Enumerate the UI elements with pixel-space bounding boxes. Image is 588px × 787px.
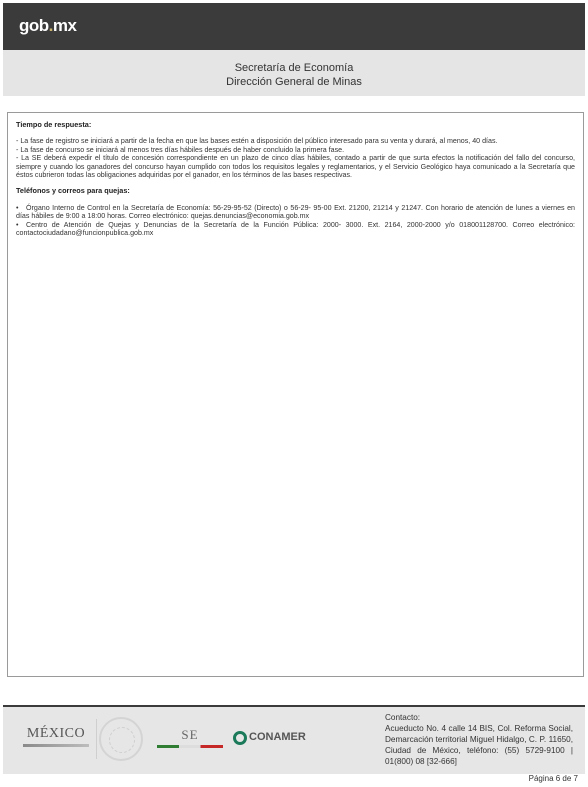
logo-tld-text: mx bbox=[52, 16, 77, 35]
response-item-1: - La fase de registro se iniciará a partir de la fecha en que las bases estén a disposición del público interesado para su venta y durará, al menos, 40 días. bbox=[16, 137, 498, 146]
se-logo bbox=[157, 727, 223, 753]
response-item-2: - La fase de concurso se iniciará al menos tres días hábiles después de haber concluido la primera fase. bbox=[16, 145, 345, 154]
header-banner bbox=[3, 50, 585, 96]
mexico-logo-underline bbox=[23, 744, 89, 747]
contact-text: Acueducto No. 4 calle 14 BIS, Col. Reforma Social, Demarcación territorial Miguel Hidalgo, C. P. 11650, Ciudad de México, teléfono: (55) 5729-9100 | 01(800) 08 [32-666] bbox=[385, 724, 573, 766]
content-box bbox=[7, 112, 584, 677]
complaint-item-2 bbox=[16, 221, 575, 238]
contact-label: Contacto: bbox=[385, 713, 421, 722]
mexico-logo-text: MÉXICO bbox=[26, 726, 86, 741]
conamer-icon bbox=[233, 731, 247, 745]
se-logo-text: SE bbox=[181, 727, 199, 742]
gobmx-logo[interactable] bbox=[19, 16, 76, 36]
se-logo-bar bbox=[157, 745, 223, 748]
conamer-logo bbox=[233, 731, 313, 751]
complaint-item-1-text: Órgano Interno de Control en la Secretaría de Economía: 56-29-95-52 (Directo) o 56-29- 95-00 Ext. 21200, 21214 y 21247. Con horario de atención de lunes a viernes en días hábiles de 9:00 a 18:00 horas. Correo electrónico: quejas.denuncias@economia.gob.mx bbox=[16, 203, 575, 221]
header-secretaria: Secretaría de Economía bbox=[234, 62, 354, 74]
seal-inner-ring bbox=[109, 727, 135, 753]
header-direccion: Dirección General de Minas bbox=[226, 76, 362, 88]
complaints-heading: Teléfonos y correos para quejas: bbox=[16, 186, 130, 196]
conamer-logo-text: CONAMER bbox=[249, 731, 306, 743]
footer bbox=[3, 707, 585, 774]
logo-divider bbox=[96, 719, 97, 759]
response-item-3: - La SE deberá expedir el título de concesión correspondiente en un plazo de cinco días hábiles, contado a partir de que surta efectos la notificación del fallo del concurso, siempre y cuando los ganadores del concurso hayan cumplido con todos los requisitos legales y reglamentarios, y el Servicio Geológico haya comunicado a la Secretaría que éstos cubrieron todas las obligaciones adquiridas por el ganador, en los términos de las bases respectivas. bbox=[16, 154, 575, 180]
mexico-logo bbox=[23, 726, 89, 754]
complaint-item-1 bbox=[16, 204, 575, 221]
contact-block bbox=[385, 712, 573, 767]
top-bar bbox=[3, 3, 585, 50]
page-number: Página 6 de 7 bbox=[528, 774, 578, 783]
response-time-heading: Tiempo de respuesta: bbox=[16, 120, 92, 129]
bullet-glyph: • bbox=[16, 203, 19, 212]
bullet-glyph: • bbox=[16, 220, 19, 229]
logo-dot: . bbox=[48, 16, 53, 35]
complaint-item-2-text: Centro de Atención de Quejas y Denuncias de la Secretaría de la Función Pública: 2000- 3000. Ext. 2164, 2000-2000 y/o 018001128700. Correo electrónico: contactociudadano@funcionpublica.gob.mx bbox=[16, 220, 575, 238]
national-seal-icon bbox=[99, 717, 143, 761]
logo-main-text: gob bbox=[19, 16, 49, 35]
